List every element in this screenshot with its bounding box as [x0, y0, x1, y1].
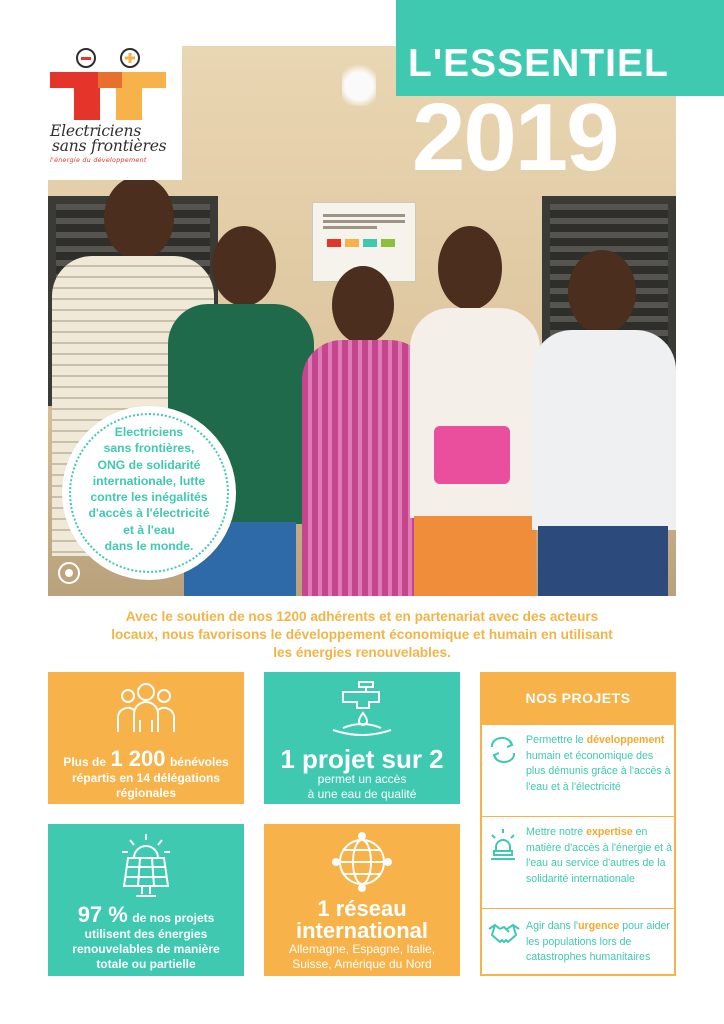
projects-panel	[480, 672, 676, 976]
intro-paragraph: Avec le soutien de nos 1200 adhérents et en partenariat avec des acteurs locaux, nous favorisons le développement économique et humain en utilisant les énergies renouvelables.	[111, 609, 613, 660]
water-text: 1 projet sur 2 permet un accès à une eau de qualité	[268, 746, 456, 802]
esf-logo	[48, 46, 182, 180]
people-group-icon	[115, 680, 177, 734]
solar-panel-icon	[116, 832, 176, 900]
network-tile	[264, 824, 460, 976]
handshake-icon	[488, 921, 520, 945]
page-title: L'ESSENTIEL	[408, 42, 669, 85]
water-tap-icon	[329, 680, 395, 738]
lightbulb	[342, 56, 376, 106]
child-5	[528, 250, 676, 596]
cycle-arrows-icon	[488, 737, 518, 763]
target-icon	[58, 562, 80, 584]
network-text: 1 réseau international Allemagne, Espagne, Italie, Suisse, Amérique du Nord	[268, 898, 456, 972]
renewable-percent: 97 %	[77, 902, 128, 927]
network-headline-2: international	[295, 918, 428, 943]
volunteers-text: Plus de 1 200 bénévoles répartis en 14 délégations régionales	[63, 746, 229, 800]
mission-text: Electriciens sans frontières, ONG de solidarité internationale, lutte contre les inégalités d'accès à l'électricité et à l'eau dans le monde.	[88, 425, 210, 554]
logo-mark	[50, 46, 168, 122]
renewable-tile	[48, 824, 244, 976]
page-year: 2019	[412, 84, 618, 191]
projects-heading: NOS PROJETS	[482, 674, 674, 724]
water-headline: 1 projet sur 2	[280, 744, 444, 774]
mission-bubble	[62, 406, 236, 580]
project-item-urgency: Agir dans l'urgence pour aider les populations lors de catastrophes humanitaires	[482, 908, 674, 974]
network-headline-1: 1 réseau	[317, 896, 407, 921]
project-item-expertise: Mettre notre expertise en matière d'accès à l'énergie et à l'eau au service d'autres de la solidarité internationale	[482, 816, 674, 908]
project-item-development: Permettre le développement humain et économique des plus démunis grâce à l'accès à l'eau et à l'électricité	[482, 724, 674, 816]
globe-network-icon	[332, 832, 392, 892]
water-tile	[264, 672, 460, 804]
expertise-lightbulb-icon	[488, 827, 518, 861]
renewable-text: 97 % de nos projets utilisent des énergies renouvelables de manière totale ou partielle	[72, 902, 220, 971]
logo-name: Electriciens sans frontières	[50, 122, 167, 155]
logo-tagline: l'énergie du développement	[50, 157, 147, 164]
volunteers-tile	[48, 672, 244, 804]
volunteers-number: 1 200	[110, 746, 166, 771]
